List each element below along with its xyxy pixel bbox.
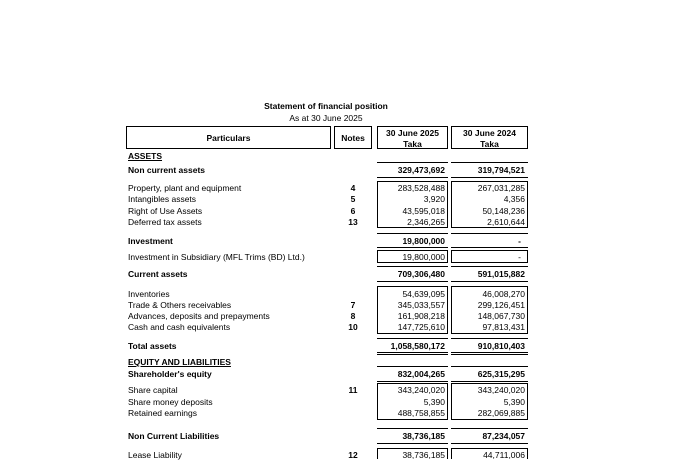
ppe-label: Property, plant and equipment xyxy=(128,183,242,193)
retained-earnings-2024: 282,069,885 xyxy=(477,408,525,418)
inventories-label: Inventories xyxy=(128,289,170,299)
intangibles-label: Intangibles assets xyxy=(128,194,197,204)
current-assets-label: Current assets xyxy=(128,269,188,279)
lease-liability-note: 12 xyxy=(348,450,358,460)
investment-2025: 19,800,000 xyxy=(402,236,445,246)
current-assets-2025: 709,306,480 xyxy=(397,269,445,279)
col-2025-header-box xyxy=(377,126,448,149)
assets-heading: ASSETS xyxy=(128,151,163,161)
equity-liabilities-heading: EQUITY AND LIABILITIES xyxy=(128,357,231,367)
receivables-label: Trade & Others receivables xyxy=(128,300,232,310)
cash-2025: 147,725,610 xyxy=(397,322,445,332)
total-assets-2024: 910,810,403 xyxy=(477,341,525,351)
cash-2024: 97,813,431 xyxy=(482,322,525,332)
ppe-2024: 267,031,285 xyxy=(477,183,525,193)
rou-2025: 43,595,018 xyxy=(402,206,445,216)
intangibles-2024: 4,356 xyxy=(503,194,525,204)
non-current-liabilities-2024: 87,234,057 xyxy=(482,431,525,441)
cash-label: Cash and cash equivalents xyxy=(128,322,231,332)
rou-2024: 50,148,236 xyxy=(482,206,525,216)
retained-earnings-label: Retained earnings xyxy=(128,408,197,418)
statement-title: Statement of financial position xyxy=(264,101,388,111)
total-assets-2025: 1,058,580,172 xyxy=(390,341,445,351)
lease-liability-2025: 38,736,185 xyxy=(402,450,445,460)
share-money-2025: 5,390 xyxy=(423,397,445,407)
col-2025-currency: Taka xyxy=(403,139,422,149)
share-capital-note: 11 xyxy=(348,385,358,395)
share-capital-label: Share capital xyxy=(128,385,178,395)
dta-note: 13 xyxy=(348,217,358,227)
non-current-liabilities-2025: 38,736,185 xyxy=(402,431,445,441)
inventories-2024: 46,008,270 xyxy=(482,289,525,299)
col-2025-header: 30 June 2025 xyxy=(386,128,439,138)
col-2024-header-box xyxy=(451,126,528,149)
non-current-assets-2024: 319,794,521 xyxy=(477,165,525,175)
receivables-2024: 299,126,451 xyxy=(477,300,525,310)
non-current-assets-label: Non current assets xyxy=(128,165,205,175)
receivables-2025: 345,033,557 xyxy=(397,300,445,310)
intangibles-note: 5 xyxy=(350,194,356,204)
investment-label: Investment xyxy=(128,236,173,246)
shareholders-equity-2024: 625,315,295 xyxy=(477,369,525,379)
share-money-2024: 5,390 xyxy=(503,397,525,407)
inventories-2025: 54,639,095 xyxy=(402,289,445,299)
ppe-note: 4 xyxy=(350,183,356,193)
total-assets-label: Total assets xyxy=(128,341,177,351)
advances-note: 8 xyxy=(350,311,356,321)
lease-liability-2024: 44,711,006 xyxy=(483,450,525,460)
intangibles-2025: 3,920 xyxy=(423,194,445,204)
non-current-assets-2025: 329,473,692 xyxy=(397,165,445,175)
retained-earnings-2025: 488,758,855 xyxy=(397,408,445,418)
shareholders-equity-label: Shareholder's equity xyxy=(128,369,212,379)
advances-2024: 148,067,730 xyxy=(477,311,525,321)
rou-note: 6 xyxy=(350,206,356,216)
investment-2024: - xyxy=(518,236,521,246)
col-2024-currency: Taka xyxy=(480,139,499,149)
notes-header: Notes xyxy=(341,133,365,143)
share-money-label: Share money deposits xyxy=(128,397,213,407)
advances-2025: 161,908,218 xyxy=(397,311,445,321)
rou-label: Right of Use Assets xyxy=(128,206,203,216)
dta-2025: 2,346,265 xyxy=(407,217,445,227)
notes-header-box xyxy=(334,126,372,149)
ppe-2025: 283,528,488 xyxy=(397,183,445,193)
cash-note: 10 xyxy=(348,322,358,332)
particulars-header-box xyxy=(126,126,331,149)
share-capital-2025: 343,240,020 xyxy=(397,385,445,395)
receivables-note: 7 xyxy=(350,300,356,310)
statement-date: As at 30 June 2025 xyxy=(289,113,363,123)
advances-label: Advances, deposits and prepayments xyxy=(128,311,270,321)
subsidiary-2024: - xyxy=(518,252,521,262)
dta-label: Deferred tax assets xyxy=(128,217,202,227)
shareholders-equity-2025: 832,004,265 xyxy=(397,369,445,379)
subsidiary-label: Investment in Subsidiary (MFL Trims (BD) Ltd.) xyxy=(128,252,305,262)
share-capital-2024: 343,240,020 xyxy=(477,385,525,395)
col-2024-header: 30 June 2024 xyxy=(463,128,516,138)
lease-liability-label: Lease Liability xyxy=(128,450,182,460)
subsidiary-2025: 19,800,000 xyxy=(402,252,445,262)
current-assets-2024: 591,015,882 xyxy=(477,269,525,279)
particulars-header: Particulars xyxy=(206,133,251,143)
non-current-liabilities-label: Non Current Liabilities xyxy=(128,431,220,441)
dta-2024: 2,610,644 xyxy=(487,217,525,227)
